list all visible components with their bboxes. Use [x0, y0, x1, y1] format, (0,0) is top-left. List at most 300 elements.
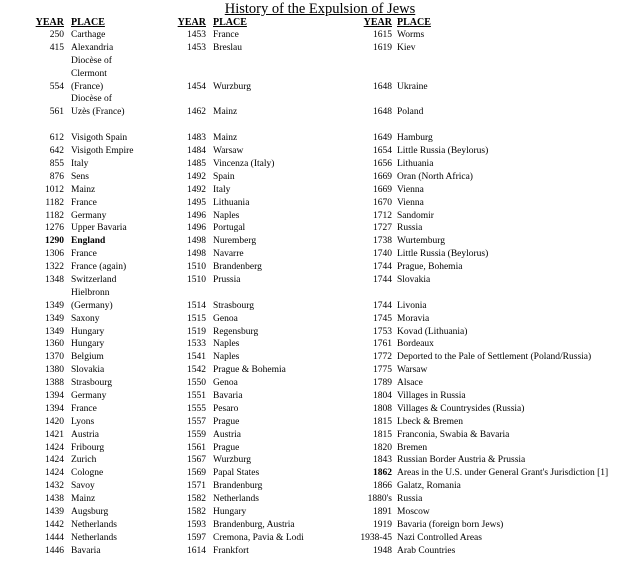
year-cell: 1744 [373, 274, 392, 285]
place-cell: Worms [397, 29, 425, 40]
year-cell: 1360 [45, 339, 64, 350]
year-header: YEAR [177, 17, 206, 28]
place-cell: Spain [213, 171, 235, 182]
place-cell: Warsaw [397, 365, 428, 376]
year-header: YEAR [363, 17, 392, 28]
year-cell: 1484 [187, 146, 206, 157]
year-cell: 1495 [187, 197, 206, 208]
year-cell: 1380 [45, 365, 64, 376]
year-cell: 1388 [45, 378, 64, 389]
table-row [34, 42, 134, 55]
table-row [176, 403, 304, 416]
place-cell: Russian Border Austria & Prussia [397, 455, 526, 466]
year-cell: 1514 [187, 300, 206, 311]
place-cell: Lbeck & Bremen [397, 416, 463, 427]
place-cell: Nuremberg [213, 236, 257, 247]
year-cell: 1615 [373, 29, 392, 40]
place-cell: Bavaria [71, 545, 101, 556]
table-row [176, 416, 304, 429]
table-row [176, 197, 304, 210]
table-row [176, 493, 304, 506]
year-cell: 1582 [187, 494, 206, 505]
place-cell: Netherlands [71, 532, 117, 543]
year-cell: 1669 [373, 184, 392, 195]
place-cell: Prussia [213, 274, 241, 285]
year-cell: 1919 [373, 519, 392, 530]
year-cell: 250 [49, 30, 64, 40]
year-cell: 1182 [45, 210, 64, 221]
year-cell: 1775 [373, 365, 392, 376]
place-cell: Wurzburg [213, 455, 251, 466]
year-cell: 1891 [373, 507, 392, 517]
place-cell: Vienna [397, 197, 424, 208]
table-row [176, 338, 304, 351]
place-cell: France [213, 29, 239, 40]
year-cell: 1567 [187, 455, 206, 466]
place-cell: Brandenburg, Austria [213, 519, 295, 530]
column-3-rows [358, 29, 608, 558]
place-cell: Diocèse of Clermont (France) [71, 55, 112, 92]
place-cell: Franconia, Swabia & Bavaria [397, 429, 510, 440]
place-cell: Italy [213, 184, 231, 195]
page-title: History of the Expulsion of Jews [224, 1, 416, 17]
place-cell: Fribourg [71, 442, 105, 453]
table-row [358, 184, 608, 197]
place-cell: Slovakia [397, 274, 431, 285]
table-row [176, 364, 304, 377]
year-cell: 1772 [373, 352, 392, 363]
year-cell: 612 [49, 133, 64, 144]
place-cell: Villages & Countrysides (Russia) [397, 403, 525, 414]
year-cell: 1182 [45, 197, 64, 208]
place-cell: Russia [397, 494, 423, 505]
table-row [358, 390, 608, 403]
place-cell: Warsaw [213, 146, 244, 157]
place-cell: Poland [397, 107, 424, 118]
place-cell: Lithuania [397, 158, 434, 169]
place-cell: Italy [71, 158, 89, 169]
place-cell: Germany [71, 210, 107, 221]
place-cell: Lyons [71, 416, 95, 427]
place-cell: Zurich [71, 455, 97, 466]
table-row [358, 480, 608, 493]
place-cell: Mainz [71, 494, 96, 505]
year-cell: 1446 [45, 545, 64, 556]
year-cell: 1498 [187, 236, 206, 247]
place-cell: Little Russia (Beylorus) [397, 249, 489, 260]
place-cell: England [71, 236, 106, 247]
year-cell: 1712 [373, 210, 392, 221]
year-cell: 1306 [45, 249, 64, 260]
year-cell: 415 [49, 42, 64, 53]
column-header [34, 17, 134, 29]
year-cell: 1394 [45, 403, 64, 414]
place-cell: Galatz, Romania [397, 481, 461, 492]
table-row [358, 416, 608, 429]
year-cell: 1727 [373, 223, 392, 234]
table-row [358, 145, 608, 158]
place-cell: Naples [213, 339, 240, 350]
table-row [358, 351, 608, 364]
table-row [34, 416, 134, 429]
year-cell: 1619 [373, 42, 392, 53]
year-cell: 1789 [373, 378, 392, 389]
place-cell: Frankfort [213, 545, 249, 556]
place-cell: Little Russia (Beylorus) [397, 146, 489, 157]
year-cell: 1541 [187, 352, 206, 363]
place-cell: Savoy [71, 481, 95, 492]
table-row [176, 287, 304, 313]
year-cell: 1012 [45, 184, 64, 195]
table-row [358, 429, 608, 442]
place-cell: Prague, Bohemia [397, 262, 463, 273]
year-cell: 1444 [45, 532, 64, 543]
place-cell: Wurzburg [213, 81, 251, 92]
table-row [358, 274, 608, 287]
place-cell: Genoa [213, 313, 238, 324]
year-cell: 1519 [187, 326, 206, 337]
table-row [176, 454, 304, 467]
year-cell: 1745 [373, 313, 392, 324]
place-cell: Cologne [71, 468, 104, 479]
place-cell: Mainz [71, 184, 96, 195]
place-cell: Kovad (Lithuania) [397, 326, 468, 337]
year-cell: 1533 [187, 339, 206, 350]
place-cell: Alexandria [71, 42, 114, 53]
table-row [176, 480, 304, 493]
year-cell: 1542 [187, 365, 206, 376]
year-cell: 1394 [45, 391, 64, 401]
table-row [176, 145, 304, 158]
table-row [358, 287, 608, 313]
year-cell: 1555 [187, 403, 206, 414]
year-cell: 1815 [373, 416, 392, 427]
table-row [34, 119, 134, 145]
year-cell: 876 [49, 171, 64, 182]
place-cell: Hungary [71, 326, 105, 337]
place-cell: Belgium [71, 352, 104, 363]
table-row [34, 493, 134, 506]
table-row [34, 210, 134, 223]
year-header: YEAR [35, 17, 64, 28]
place-cell: Hamburg [397, 133, 433, 144]
table-row [358, 171, 608, 184]
year-cell: 1843 [373, 455, 392, 466]
table-row [358, 42, 608, 55]
year-cell: 1348 [45, 274, 64, 285]
column-1-rows [34, 29, 134, 558]
year-cell: 1656 [373, 158, 392, 169]
place-cell: Strasbourg [71, 378, 112, 389]
place-cell: Arab Countries [397, 545, 456, 556]
year-cell: 1648 [373, 107, 392, 118]
table-row [34, 519, 134, 532]
table-row [358, 119, 608, 145]
table-row [176, 274, 304, 287]
year-cell: 1820 [373, 442, 392, 453]
table-row [34, 338, 134, 351]
table-row [34, 377, 134, 390]
year-cell: 1349 [45, 313, 64, 324]
place-cell: Mainz [213, 133, 238, 144]
place-cell: Villages in Russia [397, 390, 466, 401]
table-row [176, 93, 304, 119]
place-cell: Mainz [213, 107, 238, 118]
table-row [358, 493, 608, 506]
table-row [34, 442, 134, 455]
place-cell: Diocèse of Uzès (France) [71, 94, 125, 118]
table-row [34, 184, 134, 197]
year-cell: 1424 [45, 468, 64, 479]
table-row [358, 326, 608, 339]
place-cell: Breslau [213, 42, 243, 53]
year-cell: 1808 [373, 403, 392, 414]
table-row [176, 532, 304, 545]
year-cell: 1485 [187, 158, 206, 169]
place-cell: France [71, 197, 97, 208]
place-cell: Wurtemburg [397, 236, 445, 247]
place-cell: Bavaria (foreign born Jews) [397, 519, 504, 530]
table-row [176, 42, 304, 55]
year-cell: 1453 [187, 42, 206, 53]
table-row [34, 55, 134, 94]
table-row [34, 235, 134, 248]
table-row [34, 364, 134, 377]
year-cell: 1571 [187, 481, 206, 492]
year-cell: 1614 [187, 545, 206, 556]
year-cell: 1866 [373, 481, 392, 492]
year-cell: 1498 [187, 249, 206, 260]
table-row [176, 248, 304, 261]
year-cell: 1744 [373, 262, 392, 273]
table-row [358, 222, 608, 235]
year-cell: 1815 [373, 429, 392, 440]
table-row [358, 197, 608, 210]
place-cell: Pesaro [213, 403, 239, 414]
table-row [358, 519, 608, 532]
column-2-rows [176, 29, 304, 558]
year-cell: 1862 [373, 468, 392, 479]
table-row [34, 532, 134, 545]
year-cell: 1438 [45, 494, 64, 505]
place-cell: Prague & Bohemia [213, 365, 286, 376]
table-row [358, 261, 608, 274]
year-cell: 1740 [373, 249, 392, 260]
year-cell: 1761 [373, 339, 392, 350]
year-cell: 1349 [45, 300, 64, 311]
table-row [358, 55, 608, 94]
table-row [34, 248, 134, 261]
place-cell: Switzerland [71, 274, 117, 285]
table-row [358, 454, 608, 467]
table-row [358, 210, 608, 223]
place-cell: Nazi Controlled Areas [397, 532, 482, 543]
year-cell: 1424 [45, 455, 64, 466]
table-row [358, 158, 608, 171]
place-cell: Augsburg [71, 507, 109, 518]
table-row [358, 377, 608, 390]
place-cell: Livonia [397, 300, 427, 311]
year-cell: 1569 [187, 468, 206, 479]
table-row [358, 313, 608, 326]
place-header: PLACE [213, 17, 247, 28]
table-row [34, 222, 134, 235]
place-cell: Kiev [397, 42, 416, 53]
place-cell: Areas in the U.S. under General Grant's Jurisdiction [1] [397, 468, 609, 479]
table-row [176, 377, 304, 390]
year-cell: 1593 [187, 519, 206, 530]
year-cell: 1654 [373, 146, 392, 157]
year-cell: 1496 [187, 223, 206, 234]
place-cell: Bordeaux [397, 339, 434, 350]
place-cell: France [71, 403, 97, 414]
place-cell: France (again) [71, 262, 127, 273]
place-cell: Austria [213, 429, 241, 440]
place-cell: Hielbronn (Germany) [71, 287, 113, 311]
year-cell: 1510 [187, 262, 206, 273]
year-cell: 1597 [187, 532, 206, 543]
table-row [176, 158, 304, 171]
table-row [176, 119, 304, 145]
table-row [34, 287, 134, 313]
place-cell: Hungary [71, 339, 105, 350]
place-cell: Germany [71, 391, 107, 401]
table-row [358, 442, 608, 455]
year-cell: 1432 [45, 481, 64, 492]
year-cell: 1322 [45, 262, 64, 273]
table-row [176, 29, 304, 42]
year-cell: 1551 [187, 390, 206, 401]
place-cell: Lithuania [213, 197, 250, 208]
table-row [34, 261, 134, 274]
place-cell: Visigoth Spain [71, 133, 128, 144]
table-row [34, 29, 134, 42]
table-row [34, 545, 134, 558]
place-cell: Sens [71, 171, 89, 182]
place-cell: Genoa [213, 378, 238, 389]
place-cell: Saxony [71, 313, 100, 324]
table-row [34, 429, 134, 442]
table-row [176, 326, 304, 339]
place-cell: Portugal [213, 223, 246, 234]
place-cell: Strasbourg [213, 300, 254, 311]
year-cell: 1559 [187, 429, 206, 440]
place-cell: Naples [213, 210, 240, 221]
table-row [176, 545, 304, 558]
table-row [34, 467, 134, 480]
year-cell: 1483 [187, 133, 206, 144]
table-row [176, 235, 304, 248]
table-row [358, 506, 608, 519]
table-row [176, 429, 304, 442]
table-row [34, 171, 134, 184]
place-cell: Brandenberg [213, 262, 262, 273]
table-row [34, 274, 134, 287]
place-cell: Carthage [71, 30, 106, 40]
column-header [358, 17, 608, 29]
place-cell: Bremen [397, 442, 428, 453]
column-header [176, 17, 304, 29]
table-row [176, 261, 304, 274]
year-cell: 1454 [187, 81, 206, 92]
table-row [34, 145, 134, 158]
place-cell: France [71, 249, 97, 260]
place-cell: Visigoth Empire [71, 146, 134, 157]
place-cell: Prague [213, 416, 240, 427]
table-row [34, 351, 134, 364]
place-cell: Slovakia [71, 365, 105, 376]
place-cell: Hungary [213, 507, 247, 517]
table-row [34, 403, 134, 416]
year-cell: 1948 [373, 545, 392, 556]
place-cell: Papal States [213, 468, 260, 479]
place-header: PLACE [397, 17, 431, 28]
table-row [358, 235, 608, 248]
place-cell: Moravia [397, 313, 430, 324]
place-cell: Netherlands [213, 494, 259, 505]
table-row [34, 93, 134, 119]
table-row [358, 93, 608, 119]
year-cell: 1561 [187, 442, 206, 453]
year-cell: 1582 [187, 507, 206, 517]
place-cell: Netherlands [71, 519, 117, 530]
year-cell: 1462 [187, 107, 206, 118]
place-cell: Ukraine [397, 81, 428, 92]
table-row [358, 467, 608, 480]
table-row [34, 313, 134, 326]
year-cell: 1669 [373, 171, 392, 182]
year-cell: 1510 [187, 274, 206, 285]
table-row [358, 338, 608, 351]
year-cell: 1557 [187, 416, 206, 427]
place-cell: Naples [213, 352, 240, 363]
place-cell: Regensburg [213, 326, 259, 337]
table-row [358, 248, 608, 261]
place-cell: Deported to the Pale of Settlement (Poland/Russia) [397, 352, 592, 363]
column-3 [358, 17, 608, 558]
year-cell: 1670 [373, 197, 392, 208]
place-header: PLACE [71, 17, 105, 28]
year-cell: 1880's [367, 494, 392, 505]
year-cell: 1420 [45, 416, 64, 427]
place-cell: Upper Bavaria [71, 223, 127, 234]
column-2 [176, 17, 304, 558]
table-row [176, 519, 304, 532]
year-cell: 1515 [187, 313, 206, 324]
table-row [34, 506, 134, 519]
table-row [176, 55, 304, 94]
table-row [358, 532, 608, 545]
place-cell: Oran (North Africa) [397, 171, 473, 182]
year-cell: 1492 [187, 184, 206, 195]
table-row [358, 403, 608, 416]
year-cell: 1738 [373, 236, 392, 247]
table-row [176, 390, 304, 403]
table-row [34, 454, 134, 467]
year-cell: 1276 [45, 223, 64, 234]
table-row [34, 326, 134, 339]
table-row [34, 197, 134, 210]
table-row [176, 184, 304, 197]
year-cell: 554 [49, 81, 64, 92]
table-row [358, 29, 608, 42]
place-cell: Vienna [397, 184, 424, 195]
table-row [34, 158, 134, 171]
table-row [176, 351, 304, 364]
year-cell: 1290 [45, 236, 64, 247]
year-cell: 1349 [45, 326, 64, 337]
year-cell: 1421 [45, 429, 64, 440]
